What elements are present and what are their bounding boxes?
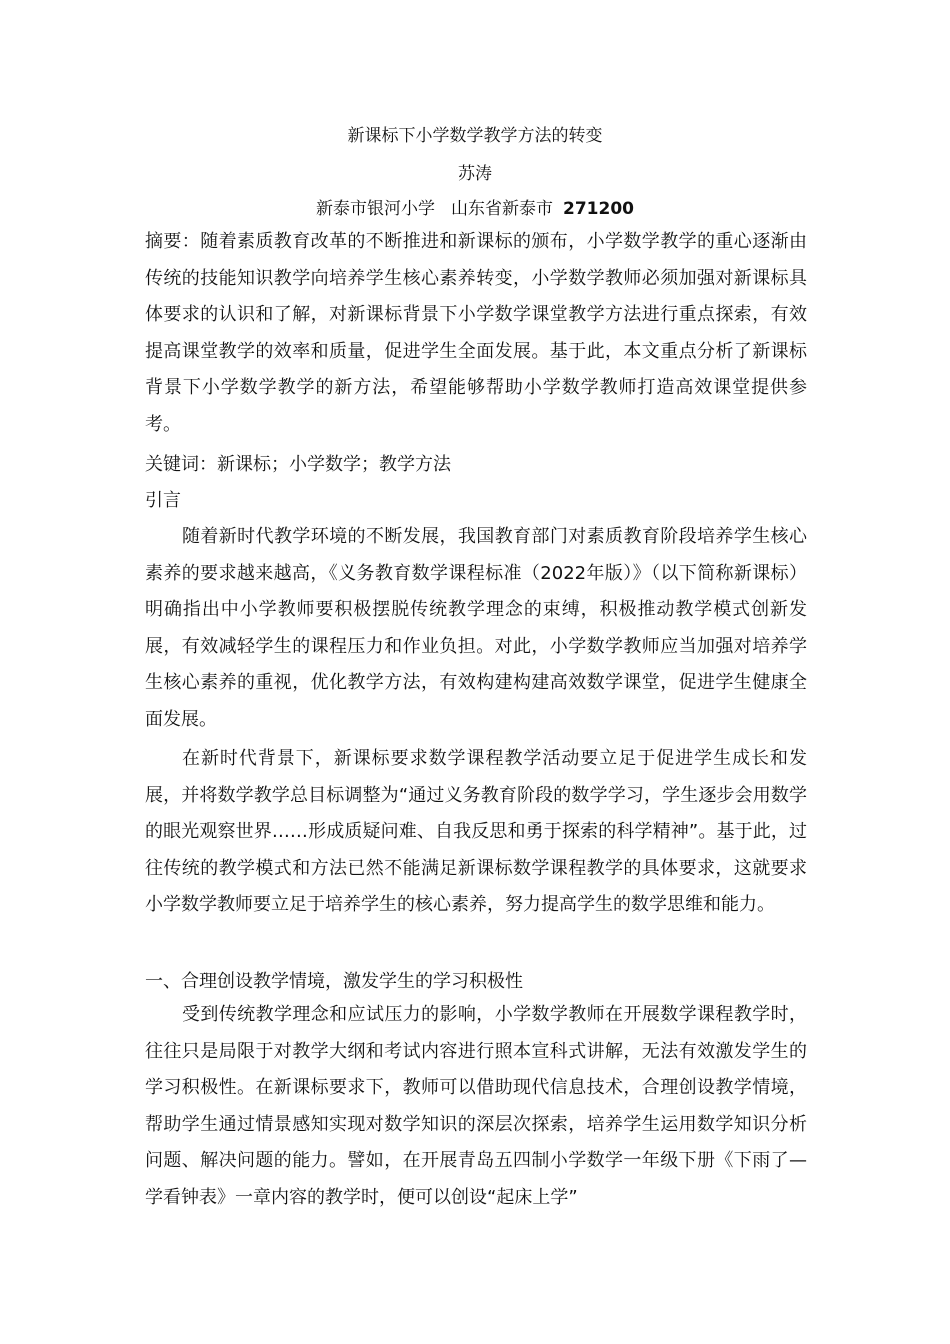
affiliation-location: 山东省新泰市 [451, 199, 553, 219]
keywords-line: 关键词：新课标；小学数学；教学方法 [145, 454, 451, 475]
body-paragraph-1: 随着新时代教学环境的不断发展，我国教育部门对素质教育阶段培养学生核心素养的要求越来越高，《义务教育数学课程标准（2022年版）》（以下简称新课标）明确指出中小学教师要积极摆脱传统教学理念的束缚，积极推动教学模式创新发展，有效减轻学生的课程压力和作业负担。对此，小学数学教师应当加强对培养学生核心素养的重视，优化教学方法，有效构建构建高效数学课堂，促进学生健康全面发展。 [145, 526, 807, 730]
affiliation-school: 新泰市银河小学 [316, 199, 435, 219]
intro-heading: 引言 [145, 490, 181, 511]
paper-title: 新课标下小学数学教学方法的转变 [347, 126, 603, 146]
section-1-heading: 一、合理创设教学情境，激发学生的学习积极性 [145, 971, 523, 992]
body-paragraph-3: 受到传统教学理念和应试压力的影响，小学数学教师在开展数学课程教学时，往往只是局限于对教学大纲和考试内容进行照本宣科式讲解，无法有效激发学生的学习积极性。在新课标要求下，教师可以借助现代信息技术，合理创设教学情境，帮助学生通过情景感知实现对数学知识的深层次探索，培养学生运用数学知识分析问题、解决问题的能力。譬如，在开展青岛五四制小学数学一年级下册《下雨了—学看钟表》一章内容的教学时，便可以创设“起床上学” [145, 1004, 807, 1208]
body-paragraph-2: 在新时代背景下，新课标要求数学课程教学活动要立足于促进学生成长和发展，并将数学教学总目标调整为“通过义务教育阶段的数学学习，学生逐步会用数学的眼光观察世界……形成质疑问难、自我反思和勇于探索的科学精神”。基于此，过往传统的教学模式和方法已然不能满足新课标数学课程教学的具体要求，这就要求小学数学教师要立足于培养学生的核心素养，努力提高学生的数学思维和能力。 [145, 748, 807, 915]
affiliation-line [0, 197, 950, 221]
abstract-paragraph: 摘要：随着素质教育改革的不断推进和新课标的颁布，小学数学教学的重心逐渐由传统的技能知识教学向培养学生核心素养转变，小学数学教师必须加强对新课标具体要求的认识和了解，对新课标背景下小学数学课堂教学方法进行重点探索，有效提高课堂教学的效率和质量，促进学生全面发展。基于此，本文重点分析了新课标背景下小学数学教学的新方法，希望能够帮助小学数学教师打造高效课堂提供参考。 [145, 231, 807, 435]
author-name: 苏涛 [458, 164, 492, 184]
affiliation-postcode: 271200 [563, 199, 634, 219]
